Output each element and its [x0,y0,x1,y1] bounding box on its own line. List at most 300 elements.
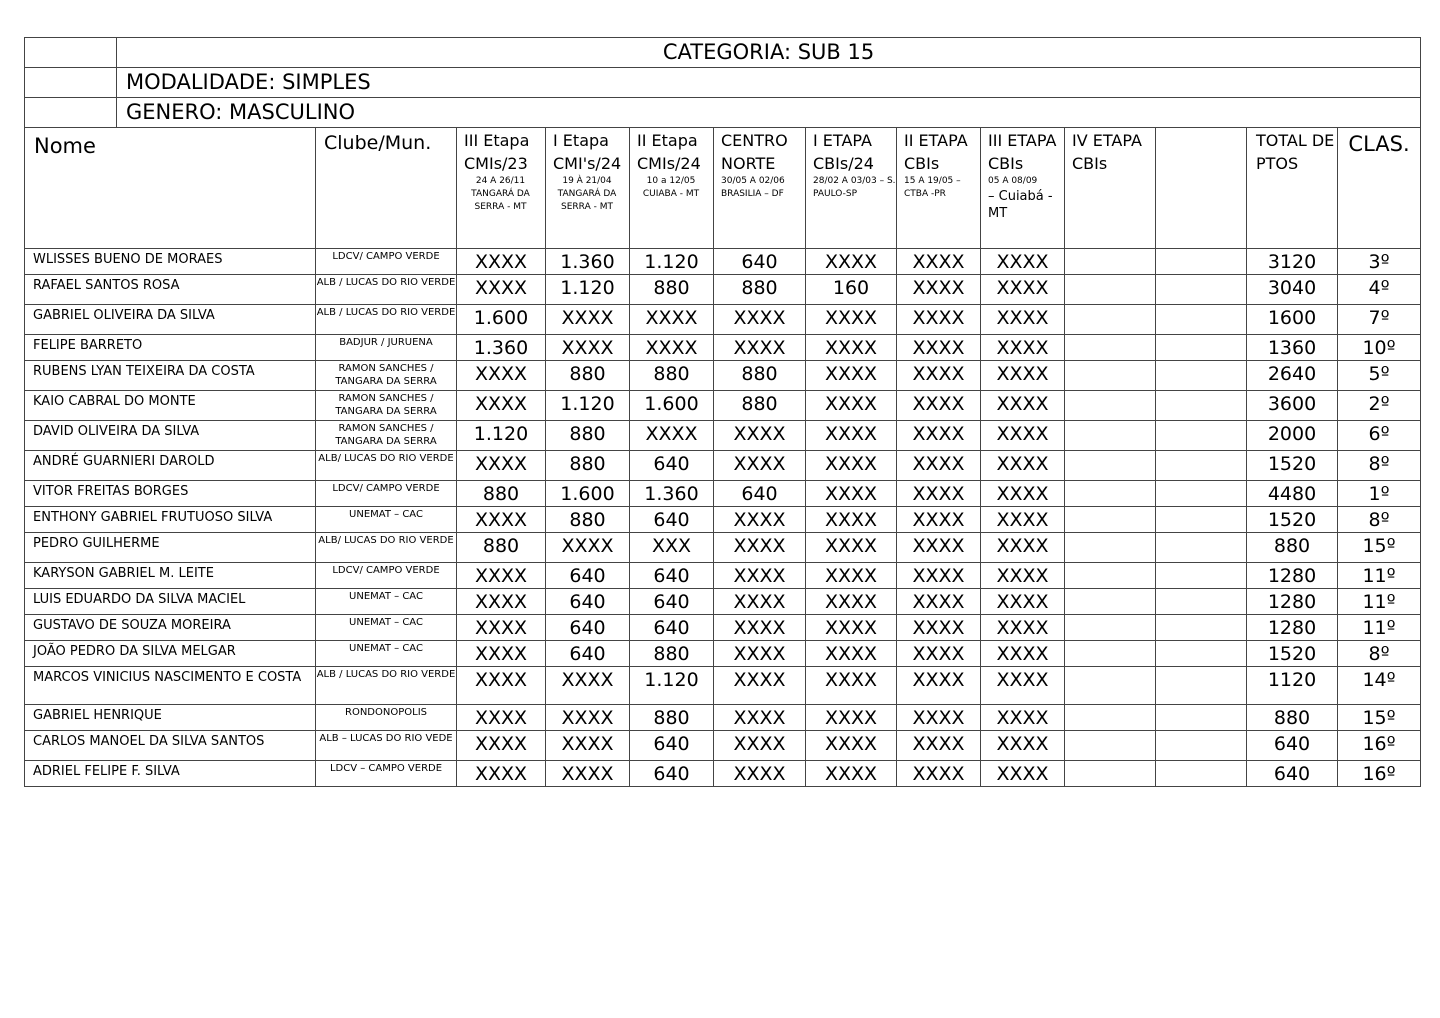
stage-points-cell: XXXX [546,705,630,731]
classification-cell: 11º [1338,563,1421,589]
athlete-name: CARLOS MANOEL DA SILVA SANTOS [25,731,316,761]
table-row [25,421,1421,451]
stage-points-cell [1065,391,1156,421]
stage-points-cell [1156,451,1247,481]
stage-points-cell [1065,731,1156,761]
stage-points-cell: XXXX [806,615,897,641]
club-cell: ALB/ LUCAS DO RIO VERDE [316,451,457,481]
athlete-name: MARCOS VINICIUS NASCIMENTO E COSTA [25,667,316,705]
stage-points-cell [1156,705,1247,731]
stage-points-cell: XXXX [897,563,981,589]
stage-points-cell: XXXX [981,761,1065,787]
stage-points-cell: 640 [630,451,714,481]
stage-points-cell: 1.600 [457,305,546,335]
classification-cell: 2º [1338,391,1421,421]
athlete-name: GABRIEL OLIVEIRA DA SILVA [25,305,316,335]
stage-points-cell [1156,275,1247,305]
total-points-cell: 1520 [1247,641,1338,667]
stage-points-cell [1065,615,1156,641]
stage-points-cell: XXXX [714,563,806,589]
club-cell: RAMON SANCHES / TANGARA DA SERRA [316,391,457,421]
stage-points-cell: XXXX [457,589,546,615]
total-points-cell: 4480 [1247,481,1338,507]
stage-points-cell: XXXX [714,705,806,731]
stage-points-cell: XXXX [806,481,897,507]
stage-location: – Cuiabá - MT [988,189,1053,221]
classification-cell: 8º [1338,507,1421,533]
stage-points-cell: XXXX [806,589,897,615]
stage-points-cell: XXXX [897,335,981,361]
table-row [25,391,1421,421]
stage-points-cell [1156,481,1247,507]
stage-title: III ETAPA CBIs [988,131,1057,173]
stage-points-cell: 1.600 [546,481,630,507]
stage-title: IV ETAPA CBIs [1072,131,1142,173]
stage-points-cell: 640 [546,563,630,589]
stage-points-cell [1156,589,1247,615]
stage-points-cell [1065,481,1156,507]
stage-points-cell: XXXX [981,533,1065,563]
table-row [25,361,1421,391]
stage-points-cell [1065,451,1156,481]
stage-points-cell: XXXX [806,421,897,451]
stage-points-cell [1156,641,1247,667]
classification-cell: 7º [1338,305,1421,335]
stage-points-cell: XXXX [981,589,1065,615]
stage-points-cell: XXXX [546,335,630,361]
stage-column-header [897,128,981,249]
athlete-name: PEDRO GUILHERME [25,533,316,563]
athlete-name: RUBENS LYAN TEIXEIRA DA COSTA [25,361,316,391]
club-cell: LDCV/ CAMPO VERDE [316,563,457,589]
gender-label: GENERO: MASCULINO [117,98,1421,128]
club-cell: ALB / LUCAS DO RIO VERDE [316,275,457,305]
stage-points-cell: 880 [630,705,714,731]
stage-column-header [1065,128,1156,249]
stage-title: III Etapa CMIs/23 [464,131,530,173]
stage-points-cell [1065,589,1156,615]
stage-points-cell: 880 [630,275,714,305]
stage-points-cell: 880 [546,361,630,391]
club-cell: LDCV/ CAMPO VERDE [316,481,457,507]
stage-points-cell [1065,507,1156,533]
stage-points-cell: XXXX [806,705,897,731]
stage-points-cell [1156,421,1247,451]
stage-points-cell: XXXX [897,361,981,391]
stage-points-cell: XXXX [981,335,1065,361]
total-points-cell: 1600 [1247,305,1338,335]
club-cell: RAMON SANCHES / TANGARA DA SERRA [316,421,457,451]
table-row [25,451,1421,481]
stage-points-cell: 640 [630,507,714,533]
stage-dates: 15 A 19/05 – CTBA -PR [904,176,961,199]
stage-points-cell: 640 [630,615,714,641]
stage-points-cell: XXXX [981,275,1065,305]
classification-cell: 15º [1338,533,1421,563]
stage-points-cell: XXXX [897,275,981,305]
stage-points-cell: XXXX [457,275,546,305]
athlete-name: KAIO CABRAL DO MONTE [25,391,316,421]
stage-points-cell: XXXX [457,761,546,787]
total-column-header: TOTAL DE PTOS [1247,128,1338,249]
club-cell: ALB – LUCAS DO RIO VEDE [316,731,457,761]
stage-points-cell: 1.120 [630,249,714,275]
stage-points-cell: XXXX [714,507,806,533]
athlete-name: RAFAEL SANTOS ROSA [25,275,316,305]
stage-points-cell: 640 [630,589,714,615]
stage-points-cell: XXXX [897,533,981,563]
total-points-cell: 1360 [1247,335,1338,361]
stage-points-cell: XXXX [897,589,981,615]
total-points-cell: 2640 [1247,361,1338,391]
club-cell: RONDONOPOLIS [316,705,457,731]
stage-dates: 24 A 26/11 TANGARÁ DA SERRA - MT [471,176,530,212]
table-row [25,615,1421,641]
stage-points-cell: XXXX [457,563,546,589]
stage-points-cell: XXXX [806,507,897,533]
stage-points-cell: XXXX [546,533,630,563]
stage-points-cell: 1.600 [630,391,714,421]
table-row [25,589,1421,615]
classification-cell: 15º [1338,705,1421,731]
stage-points-cell [1156,361,1247,391]
stage-points-cell: XXXX [897,421,981,451]
stage-column-header [714,128,806,249]
column-header-row [25,128,1421,249]
club-cell: ALB/ LUCAS DO RIO VERDE [316,533,457,563]
classification-cell: 14º [1338,667,1421,705]
stage-points-cell: XXXX [457,615,546,641]
stage-points-cell [1065,305,1156,335]
table-row [25,705,1421,731]
stage-points-cell: XXXX [457,391,546,421]
stage-points-cell: XXXX [981,391,1065,421]
stage-points-cell: XXXX [714,589,806,615]
stage-column-header [630,128,714,249]
stage-points-cell: XXXX [546,667,630,705]
header-blank-cell [25,38,117,68]
stage-points-cell [1156,507,1247,533]
athlete-name: KARYSON GABRIEL M. LEITE [25,563,316,589]
stage-points-cell [1065,421,1156,451]
total-points-cell: 1280 [1247,615,1338,641]
athlete-name: ADRIEL FELIPE F. SILVA [25,761,316,787]
total-points-cell: 1280 [1247,589,1338,615]
athlete-name: FELIPE BARRETO [25,335,316,361]
athlete-name: ENTHONY GABRIEL FRUTUOSO SILVA [25,507,316,533]
total-points-cell: 880 [1247,705,1338,731]
table-row [25,761,1421,787]
stage-points-cell: XXXX [897,391,981,421]
stage-title: II ETAPA CBIs [904,131,968,173]
stage-points-cell: 880 [630,641,714,667]
stage-points-cell: XXXX [897,705,981,731]
stage-points-cell: XXXX [981,705,1065,731]
club-cell: BADJUR / JURUENA [316,335,457,361]
stage-points-cell: XXXX [806,305,897,335]
stage-column-header [981,128,1065,249]
stage-points-cell: XXXX [457,249,546,275]
stage-points-cell: 640 [546,589,630,615]
category-title: CATEGORIA: SUB 15 [117,38,1421,68]
stage-points-cell: 1.120 [546,275,630,305]
stage-points-cell: XXXX [546,761,630,787]
stage-column-header [457,128,546,249]
stage-points-cell [1156,305,1247,335]
club-cell: RAMON SANCHES / TANGARA DA SERRA [316,361,457,391]
stage-points-cell [1065,563,1156,589]
stage-points-cell: XXXX [457,667,546,705]
stage-dates: 10 a 12/05 CUIABA - MT [642,176,700,199]
stage-column-header [806,128,897,249]
stage-points-cell [1065,641,1156,667]
stage-points-cell: XXXX [897,507,981,533]
stage-points-cell: XXXX [897,641,981,667]
club-cell: LDCV/ CAMPO VERDE [316,249,457,275]
table-row [25,731,1421,761]
stage-dates: 05 A 08/09 [988,176,1038,186]
stage-points-cell: XXXX [457,641,546,667]
total-points-cell: 3120 [1247,249,1338,275]
stage-title: CENTRO NORTE [721,131,788,173]
stage-points-cell [1156,249,1247,275]
classification-cell: 6º [1338,421,1421,451]
stage-points-cell: XXXX [897,451,981,481]
stage-dates: 30/05 A 02/06 BRASILIA – DF [721,176,785,199]
stage-points-cell: XXXX [457,731,546,761]
stage-points-cell: XXXX [546,731,630,761]
stage-points-cell: XXXX [981,249,1065,275]
stage-points-cell [1156,615,1247,641]
stage-points-cell: 1.120 [630,667,714,705]
club-cell: UNEMAT – CAC [316,641,457,667]
table-row [25,641,1421,667]
stage-points-cell [1156,563,1247,589]
stage-points-cell: XXXX [630,335,714,361]
stage-points-cell: XXXX [714,533,806,563]
stage-column-header [1156,128,1247,249]
stage-points-cell: XXXX [806,335,897,361]
stage-points-cell [1065,533,1156,563]
total-points-cell: 2000 [1247,421,1338,451]
stage-points-cell [1156,731,1247,761]
stage-points-cell: XXXX [546,305,630,335]
stage-points-cell: 1.120 [457,421,546,451]
classification-cell: 10º [1338,335,1421,361]
header-blank-cell [25,68,117,98]
stage-points-cell: XXXX [457,361,546,391]
stage-points-cell: 880 [630,361,714,391]
stage-points-cell: XXXX [806,731,897,761]
stage-points-cell: 640 [630,731,714,761]
stage-points-cell: XXXX [981,615,1065,641]
stage-points-cell [1156,761,1247,787]
stage-points-cell: XXX [630,533,714,563]
stage-dates: 28/02 A 03/03 – S. PAULO-SP [813,176,896,199]
club-column-header: Clube/Mun. [316,128,457,249]
club-cell: UNEMAT – CAC [316,589,457,615]
stage-points-cell: XXXX [714,615,806,641]
stage-points-cell [1156,335,1247,361]
total-points-cell: 3040 [1247,275,1338,305]
stage-points-cell: XXXX [714,451,806,481]
stage-points-cell [1065,667,1156,705]
stage-points-cell [1065,249,1156,275]
stage-points-cell: XXXX [897,615,981,641]
ranking-table [24,37,1421,787]
stage-points-cell: XXXX [806,667,897,705]
stage-points-cell: XXXX [897,667,981,705]
athlete-name: DAVID OLIVEIRA DA SILVA [25,421,316,451]
stage-points-cell: 640 [630,563,714,589]
athlete-name: ANDRÉ GUARNIERI DAROLD [25,451,316,481]
stage-points-cell: XXXX [714,761,806,787]
stage-points-cell: XXXX [806,451,897,481]
table-row [25,275,1421,305]
stage-points-cell: XXXX [981,731,1065,761]
stage-points-cell: XXXX [806,563,897,589]
stage-points-cell: XXXX [806,391,897,421]
athlete-name: JOÃO PEDRO DA SILVA MELGAR [25,641,316,667]
stage-points-cell: 640 [714,249,806,275]
stage-points-cell: XXXX [981,361,1065,391]
athlete-name: VITOR FREITAS BORGES [25,481,316,507]
classification-cell: 16º [1338,761,1421,787]
stage-points-cell: XXXX [806,361,897,391]
stage-points-cell: 880 [546,451,630,481]
stage-column-header [546,128,630,249]
stage-points-cell: XXXX [714,421,806,451]
stage-points-cell [1156,533,1247,563]
name-column-header: Nome [25,128,316,249]
stage-points-cell: 640 [714,481,806,507]
stage-points-cell: XXXX [457,705,546,731]
stage-points-cell: 880 [546,421,630,451]
clas-column-header: CLAS. [1338,128,1421,249]
stage-points-cell: 880 [546,507,630,533]
table-row [25,533,1421,563]
stage-points-cell: 1.360 [546,249,630,275]
stage-points-cell: 640 [546,641,630,667]
stage-points-cell: XXXX [457,507,546,533]
stage-points-cell: XXXX [981,451,1065,481]
stage-points-cell: 880 [714,361,806,391]
stage-points-cell [1065,335,1156,361]
stage-points-cell: 880 [457,533,546,563]
stage-points-cell: XXXX [714,305,806,335]
stage-points-cell [1156,391,1247,421]
total-points-cell: 1280 [1247,563,1338,589]
stage-points-cell: XXXX [981,667,1065,705]
stage-points-cell: 880 [714,275,806,305]
stage-points-cell: XXXX [897,731,981,761]
stage-points-cell: XXXX [897,305,981,335]
stage-points-cell: 160 [806,275,897,305]
club-cell: UNEMAT – CAC [316,615,457,641]
total-points-cell: 1520 [1247,451,1338,481]
stage-points-cell: XXXX [714,335,806,361]
total-points-cell: 1120 [1247,667,1338,705]
club-cell: ALB / LUCAS DO RIO VERDE [316,667,457,705]
stage-points-cell: XXXX [981,481,1065,507]
stage-points-cell: XXXX [630,421,714,451]
classification-cell: 8º [1338,641,1421,667]
classification-cell: 4º [1338,275,1421,305]
stage-points-cell: 640 [630,761,714,787]
stage-points-cell: XXXX [457,451,546,481]
stage-points-cell: XXXX [806,761,897,787]
athlete-name: WLISSES BUENO DE MORAES [25,249,316,275]
stage-points-cell: XXXX [714,641,806,667]
stage-points-cell: XXXX [981,507,1065,533]
athlete-name: GABRIEL HENRIQUE [25,705,316,731]
table-row [25,563,1421,589]
table-row [25,481,1421,507]
stage-points-cell: 880 [714,391,806,421]
stage-points-cell [1065,705,1156,731]
stage-points-cell: XXXX [806,641,897,667]
table-row [25,305,1421,335]
header-blank-cell [25,98,117,128]
stage-points-cell: XXXX [897,481,981,507]
total-points-cell: 880 [1247,533,1338,563]
stage-points-cell: XXXX [714,667,806,705]
stage-points-cell: XXXX [806,533,897,563]
classification-cell: 11º [1338,589,1421,615]
modality-label: MODALIDADE: SIMPLES [117,68,1421,98]
table-row [25,249,1421,275]
classification-cell: 3º [1338,249,1421,275]
stage-points-cell: XXXX [981,421,1065,451]
classification-cell: 5º [1338,361,1421,391]
stage-points-cell: XXXX [981,563,1065,589]
classification-cell: 11º [1338,615,1421,641]
stage-points-cell: XXXX [897,761,981,787]
stage-points-cell [1156,667,1247,705]
stage-points-cell [1065,361,1156,391]
stage-points-cell: XXXX [981,641,1065,667]
club-cell: ALB / LUCAS DO RIO VERDE [316,305,457,335]
club-cell: UNEMAT – CAC [316,507,457,533]
stage-points-cell: 640 [546,615,630,641]
stage-dates: 19 À 21/04 TANGARÁ DA SERRA - MT [557,176,617,212]
stage-points-cell [1065,761,1156,787]
club-cell: LDCV – CAMPO VERDE [316,761,457,787]
stage-points-cell: XXXX [806,249,897,275]
stage-title: I Etapa CMI's/24 [553,131,622,173]
classification-cell: 1º [1338,481,1421,507]
stage-points-cell: XXXX [714,731,806,761]
stage-title: II Etapa CMIs/24 [637,131,701,173]
stage-points-cell: 1.360 [457,335,546,361]
stage-points-cell: 880 [457,481,546,507]
stage-title: I ETAPA CBIs/24 [813,131,874,173]
table-row [25,667,1421,705]
total-points-cell: 3600 [1247,391,1338,421]
classification-cell: 8º [1338,451,1421,481]
total-points-cell: 1520 [1247,507,1338,533]
athlete-name: GUSTAVO DE SOUZA MOREIRA [25,615,316,641]
stage-points-cell: XXXX [630,305,714,335]
total-points-cell: 640 [1247,761,1338,787]
stage-points-cell: 1.120 [546,391,630,421]
classification-cell: 16º [1338,731,1421,761]
table-row [25,507,1421,533]
table-row [25,335,1421,361]
stage-points-cell: XXXX [897,249,981,275]
stage-points-cell: XXXX [981,305,1065,335]
athlete-name: LUIS EDUARDO DA SILVA MACIEL [25,589,316,615]
